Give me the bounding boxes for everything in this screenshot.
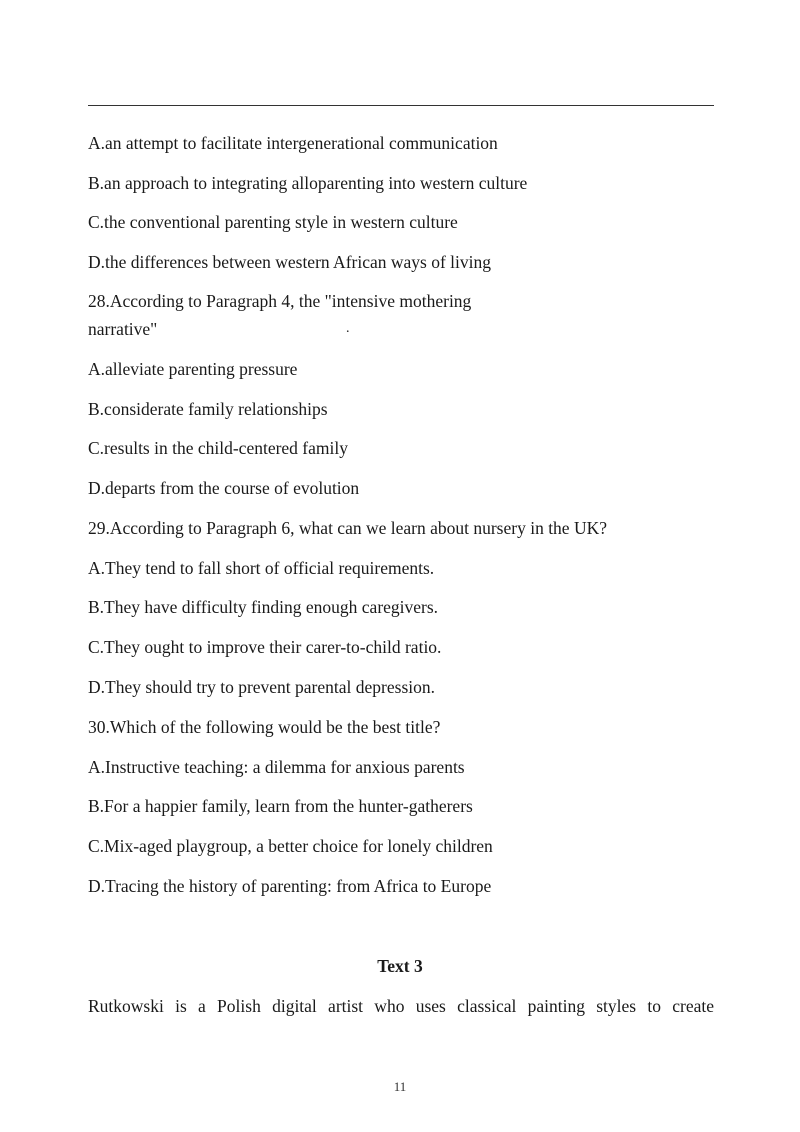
q28-option-a: A.alleviate parenting pressure (88, 359, 298, 379)
text3-heading: Text 3 (377, 956, 423, 976)
q29-option-b: B.They have difficulty finding enough caregivers. (88, 597, 439, 617)
q28-option-c: C.results in the child-centered family (88, 438, 348, 458)
header-rule (88, 105, 714, 106)
q27-option-b: B.an approach to integrating alloparenting into western culture (88, 173, 528, 193)
q28-option-b: B.considerate family relationships (88, 399, 328, 419)
q28-stem-line1: 28.According to Paragraph 4, the "intensive mothering (88, 291, 472, 311)
q29-stem: 29.According to Paragraph 6, what can we learn about nursery in the UK? (88, 518, 607, 538)
q30-option-a: A.Instructive teaching: a dilemma for anxious parents (88, 757, 465, 777)
q30-stem: 30.Which of the following would be the best title? (88, 717, 441, 737)
q29-option-d: D.They should try to prevent parental depression. (88, 677, 435, 697)
q27-option-a: A.an attempt to facilitate intergenerational communication (88, 133, 498, 153)
q29-option-a: A.They tend to fall short of official requirements. (88, 558, 435, 578)
q27-option-d: D.the differences between western African ways of living (88, 252, 492, 272)
text3-first-line: Rutkowski is a Polish digital artist who uses classical painting styles to create (88, 996, 714, 1016)
q30-option-c: C.Mix-aged playgroup, a better choice for lonely children (88, 836, 493, 856)
q28-stem-line2: narrative" (88, 319, 158, 339)
q29-option-c: C.They ought to improve their carer-to-child ratio. (88, 637, 442, 657)
page-number: 11 (393, 1079, 407, 1094)
q27-option-c: C.the conventional parenting style in western culture (88, 212, 458, 232)
q30-option-d: D.Tracing the history of parenting: from Africa to Europe (88, 876, 492, 896)
q28-blank-mark: . (346, 321, 350, 336)
q28-option-d: D.departs from the course of evolution (88, 478, 360, 498)
q30-option-b: B.For a happier family, learn from the hunter-gatherers (88, 796, 473, 816)
